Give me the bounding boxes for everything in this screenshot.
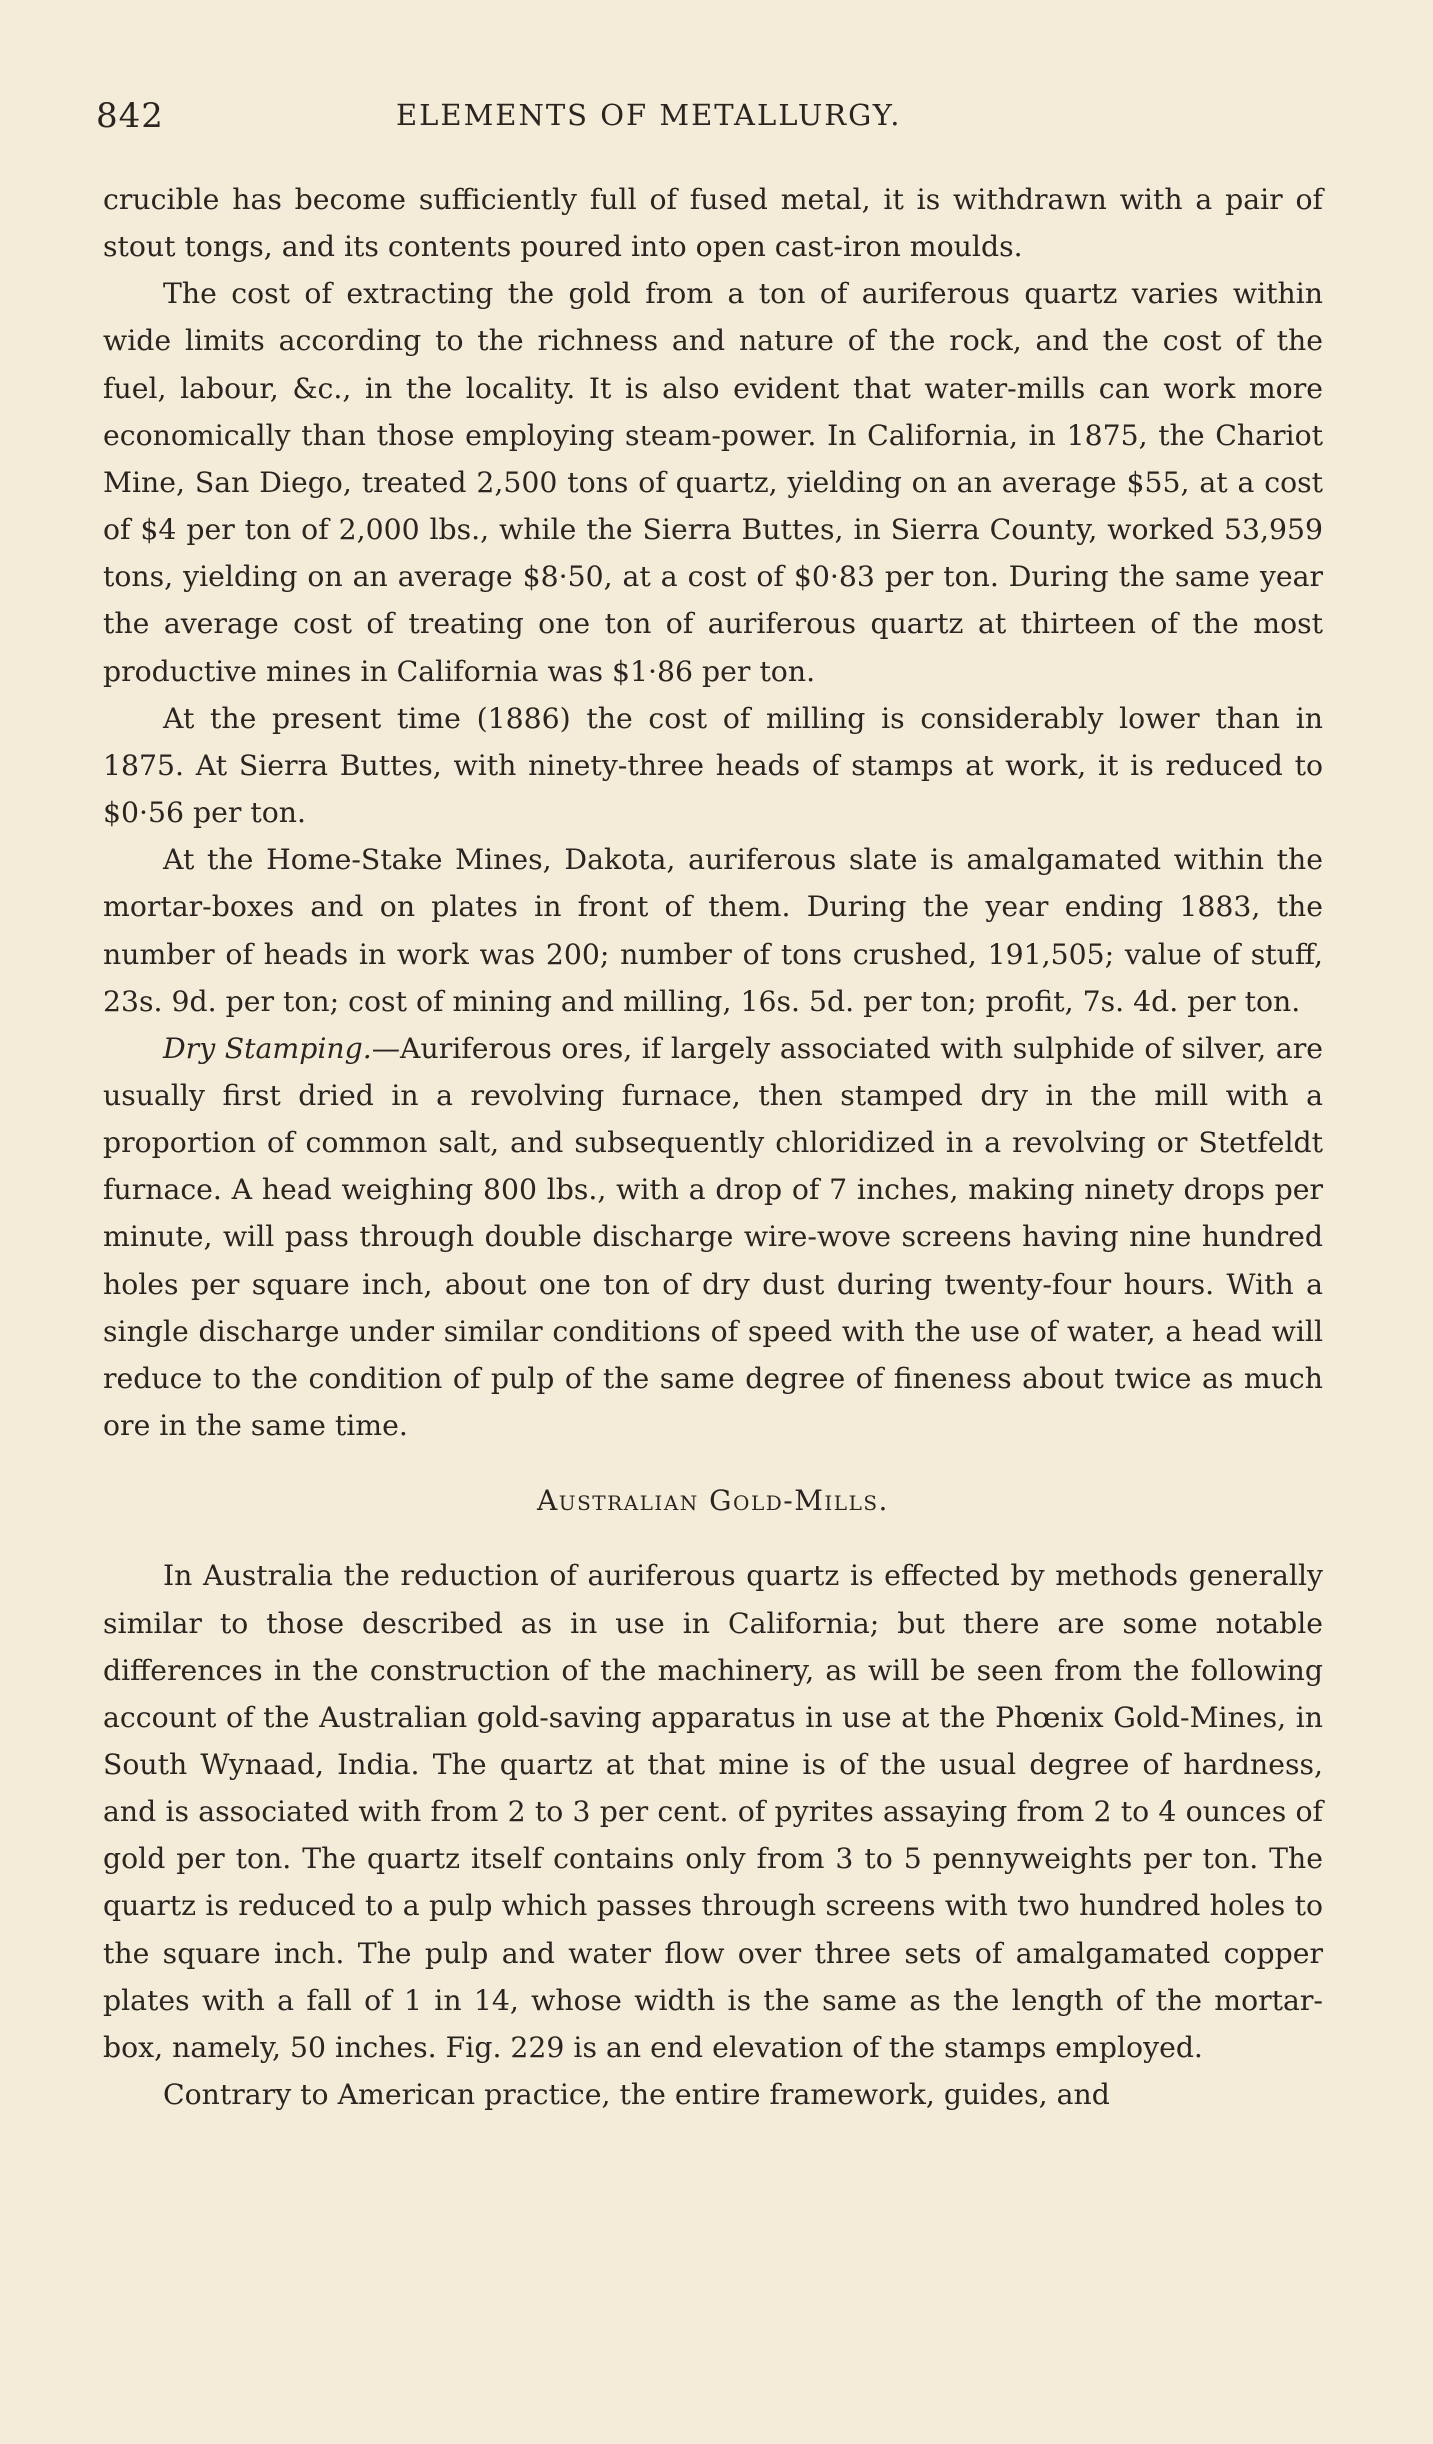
paragraph-1: crucible has become sufficiently full of fused metal, it is withdrawn with a pair of stout tongs, and its contents poured into open cast-iron moulds. (103, 183, 1323, 264)
paragraph-3: At the present time (1886) the cost of milling is considerably lower than in 1875. At Sierra Buttes, with ninety-three heads of stamps at work, it is reduced to $0·56 per ton. (103, 701, 1323, 830)
dry-stamping-lead: Dry Stamping. (163, 1031, 372, 1065)
paragraph-2: The cost of extracting the gold from a ton of auriferous quartz varies within wide limits according to the richness and nature of the rock, and the cost of the fuel, labour, &c., in the locality. It is also evident that water-mills can work more economically than those employing steam-power. In California, in 1875, the Chariot Mine, San Diego, treated 2,500 tons of quartz, yielding on an average $55, at a cost of $4 per ton of 2,000 lbs., while the Sierra Buttes, in Sierra County, worked 53,959 tons, yielding on an average $8·50, at a cost of $0·83 per ton. During the same year the average cost of treating one ton of auriferous quartz at thirteen of the most productive mines in California was $1·86 per ton. (103, 277, 1323, 688)
page-header (96, 96, 1336, 146)
section-heading: Australian Gold-Mills. (537, 1484, 889, 1518)
paragraph-6: In Australia the reduction of auriferous quartz is effected by methods generally similar to those described as in use in California; but there are some notable differences in the construction of the machinery, as will be seen from the following account of the Australian gold-saving apparatus in use at the Phœnix Gold-Mines, in South Wynaad, India. The quartz at that mine is of the usual degree of hardness, and is associated with from 2 to 3 per cent. of pyrites assaying from 2 to 4 ounces of gold per ton. The quartz itself contains only from 3 to 5 pennyweights per ton. The quartz is reduced to a pulp which passes through screens with two hundred holes to the square inch. The pulp and water flow over three sets of amalgamated copper plates with a fall of 1 in 14, whose width is the same as the length of the mortar-box, namely, 50 inches. Fig. 229 is an end elevation of the stamps employed. (103, 1559, 1323, 2064)
running-head: ELEMENTS OF METALLURGY. (396, 98, 902, 132)
paragraph-7: Contrary to American practice, the entire framework, guides, and (163, 2078, 1110, 2112)
body-text (103, 176, 1323, 2118)
paragraph-4: At the Home-Stake Mines, Dakota, auriferous slate is amalgamated within the mortar-boxes and on plates in front of them. During the year ending 1883, the number of heads in work was 200; number of tons crushed, 191,505; value of stuff, 23s. 9d. per ton; cost of mining and milling, 16s. 5d. per ton; profit, 7s. 4d. per ton. (103, 843, 1323, 1018)
dry-stamping-text: —Auriferous ores, if largely associated with sulphide of silver, are usually first dried in a revolving furnace, then stamped dry in the mill with a proportion of common salt, and subsequently chloridized in a revolving or Stetfeldt furnace. A head weighing 800 lbs., with a drop of 7 inches, making ninety drops per minute, will pass through double discharge wire-wove screens having nine hundred holes per square inch, about one ton of dry dust during twenty-four hours. With a single discharge under similar conditions of speed with the use of water, a head will reduce to the condition of pulp of the same degree of fineness about twice as much ore in the same time. (103, 1031, 1324, 1443)
page-number: 842 (96, 96, 164, 136)
paragraph-5 (103, 1025, 1323, 1449)
